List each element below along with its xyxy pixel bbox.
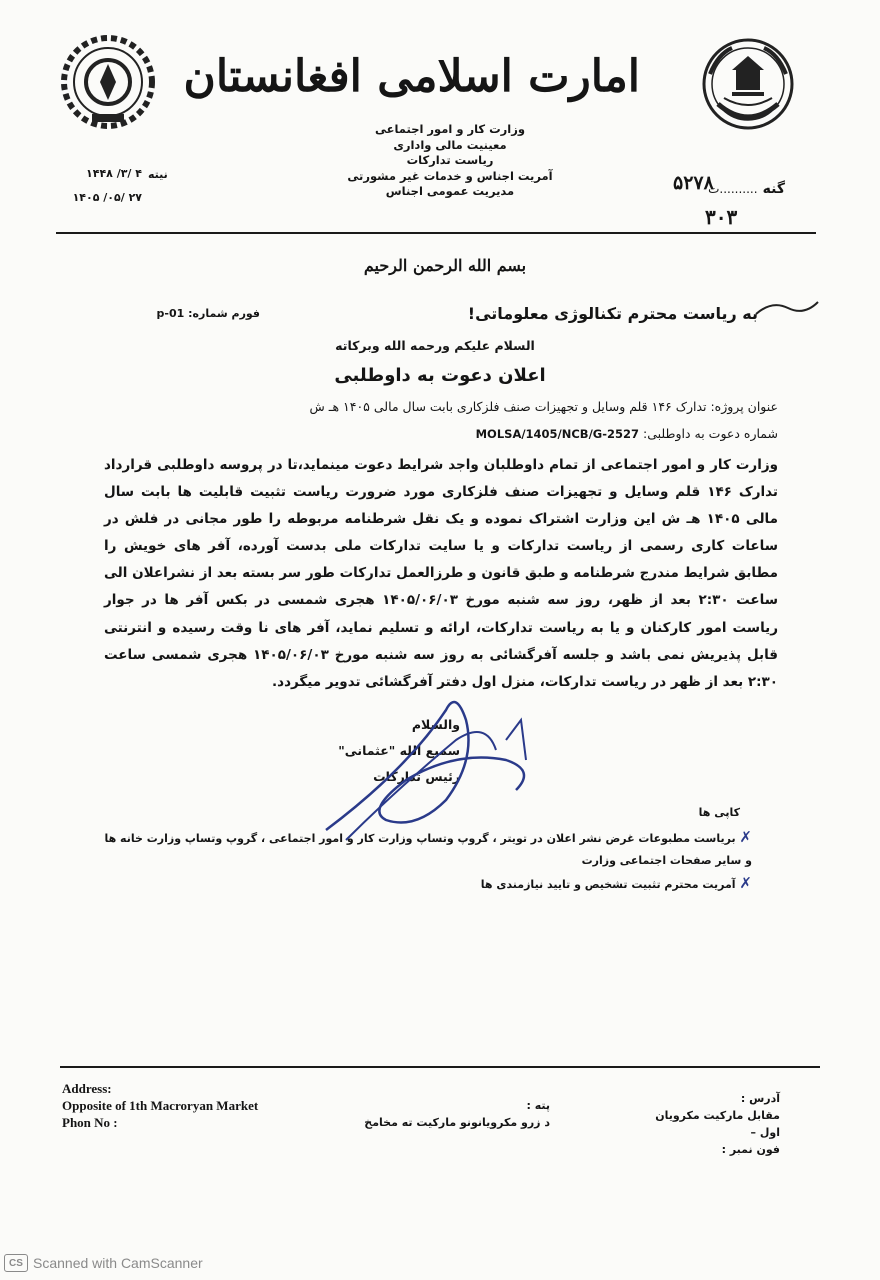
closing: والسلام [411,717,460,732]
project-title: عنوان پروژه: تدارک ۱۴۶ قلم وسایل و تجهیزات صنف فلزکاری بابت سال مالی ۱۴۰۵ هـ ش [309,399,778,414]
invite-number [440,426,778,441]
announcement-title: اعلان دعوت به داوطلبی [334,365,546,386]
signatory-title: رئیس تدارکات [373,769,460,784]
scanner-watermark [4,1253,203,1273]
check-mark-icon: ✗ [739,828,752,846]
cc-item-text: بریاست مطبوعات غرض نشر اعلان در تویتر ، گروپ وتساپ وزارت کار و امور اجتماعی ، گروپ وتساپ وزارت خانه ها و سایر صفحات اجتماعی وزارت [104,832,752,867]
form-number [100,307,260,320]
bismillah: بسم الله الرحمن الرحیم [363,256,527,275]
dept-line: ریاست تدارکات [406,153,494,167]
date-label: نیته [148,168,168,181]
check-mark-icon: ✗ [739,874,752,892]
date-lunar: ۱۴۴۸ /۳/ ۴ [86,167,142,180]
dept-line: مدیریت عمومی اجناس [385,184,515,198]
body-paragraph: وزارت کار و امور اجتماعی از تمام داوطلبان واجد شرایط دعوت مینماید،تا در پروسه داوطلبی قرارداد تدارک ۱۴۶ قلم وسایل و تجهیزات صنف فلزکاری مورد ضرورت ریاست تثبیت قابلیت ها بابت سال مالی ۱۴۰۵ هـ ش این وزارت اشتراک نموده و یک نقل شرطنامه مربوطه را طور مجانی در فلش در ساعات کاری رسمی از ریاست تدارکات و یا سایت تدارکات ملی بدست آورده، آفر های خویش را مطابق شرایط مندرج شرطنامه و طبق قانون و طرزالعمل تدارکات طور سر بسته بعد از نشراعلان الی ساعت ۲:۳۰ بعد از ظهر، روز سه شنبه مورخ ۱۴۰۵/۰۶/۰۳ هجری شمسی در بکس آفر ها در جوار ریاست امور کارکنان و یا به ریاست تدارکات، ارائه و تسلیم نماید، آفر های نا وقت رسیده و انترنتی قابل پذیریش نمی باشد و جلسه آفرگشائی به روز سه شنبه مورخ ۱۴۰۵/۰۶/۰۳ هجری شمسی ساعت ۲:۳۰ بعد از ظهر در ریاست تدارکات، منزل اول دفتر آفرگشائی تدویر میگردد. [104,457,778,690]
invite-number-label: شماره دعوت به داوطلبی: [642,426,778,441]
cc-item-text: آمریت محترم تثبیت تشخیص و تایید نیازمندی ها [480,878,736,891]
ministry-logo [58,34,158,130]
recipient-line: به ریاست محترم تکنالوژی معلوماتی! [467,304,758,323]
footer-address-fa [640,1090,780,1158]
number-value: ۵۲۷۸ [673,172,714,194]
address-en: Opposite of 1th Macroryan Market [62,1098,259,1113]
address-label-ps: پته : [526,1099,550,1112]
letter-number [635,172,785,204]
dept-line: معینیت مالی واداری [393,137,507,152]
date-solar: ۱۴۰۵ /۰۵/ ۲۷ [72,191,142,204]
handwritten-signature [306,680,546,850]
number-prefix: گنه [762,181,785,197]
invite-number-value: MOLSA/1405/NCB/G-2527 [475,427,639,441]
cc-title: کاپی ها [698,806,740,819]
dept-line: آمریت اجناس و خدمات غیر مشورتی [347,168,553,183]
address-ps: د زرو مکرویانونو مارکیت ته مخامخ [364,1116,550,1129]
greeting: السلام علیکم ورحمه الله وبرکاته [335,338,535,353]
department-hierarchy [330,122,570,200]
address-label-en: Address: [62,1081,112,1096]
footer-divider [60,1066,820,1068]
phone-label-en: Phon No : [62,1115,118,1130]
handwritten-code: ۳۰۳ [705,205,738,229]
address-fa: مقابل مارکیت مکرویان اول – [655,1109,780,1139]
footer-address-en [62,1080,322,1131]
phone-label-fa: فون نمبر : [721,1143,780,1156]
cc-item [104,826,752,872]
header-divider [56,232,816,234]
signatory-name: سمیع الله "عثمانی" [338,743,460,758]
dept-line: وزارت کار و امور اجتماعی [374,122,525,136]
camscanner-logo-icon: CS [4,1254,28,1272]
watermark-text: Scanned with CamScanner [33,1255,203,1271]
address-label-fa: آدرس : [740,1092,780,1105]
form-number-label: فورم شماره: [188,307,260,320]
letterhead-title: امارت اسلامی افغانستان [183,51,640,102]
recipient-pen-mark [752,296,822,324]
emirate-emblem [694,34,802,134]
cc-item [440,874,752,892]
number-dots: ..........ت [708,182,758,196]
footer-address-ps [340,1097,550,1131]
form-number-value: p-01 [156,307,185,320]
